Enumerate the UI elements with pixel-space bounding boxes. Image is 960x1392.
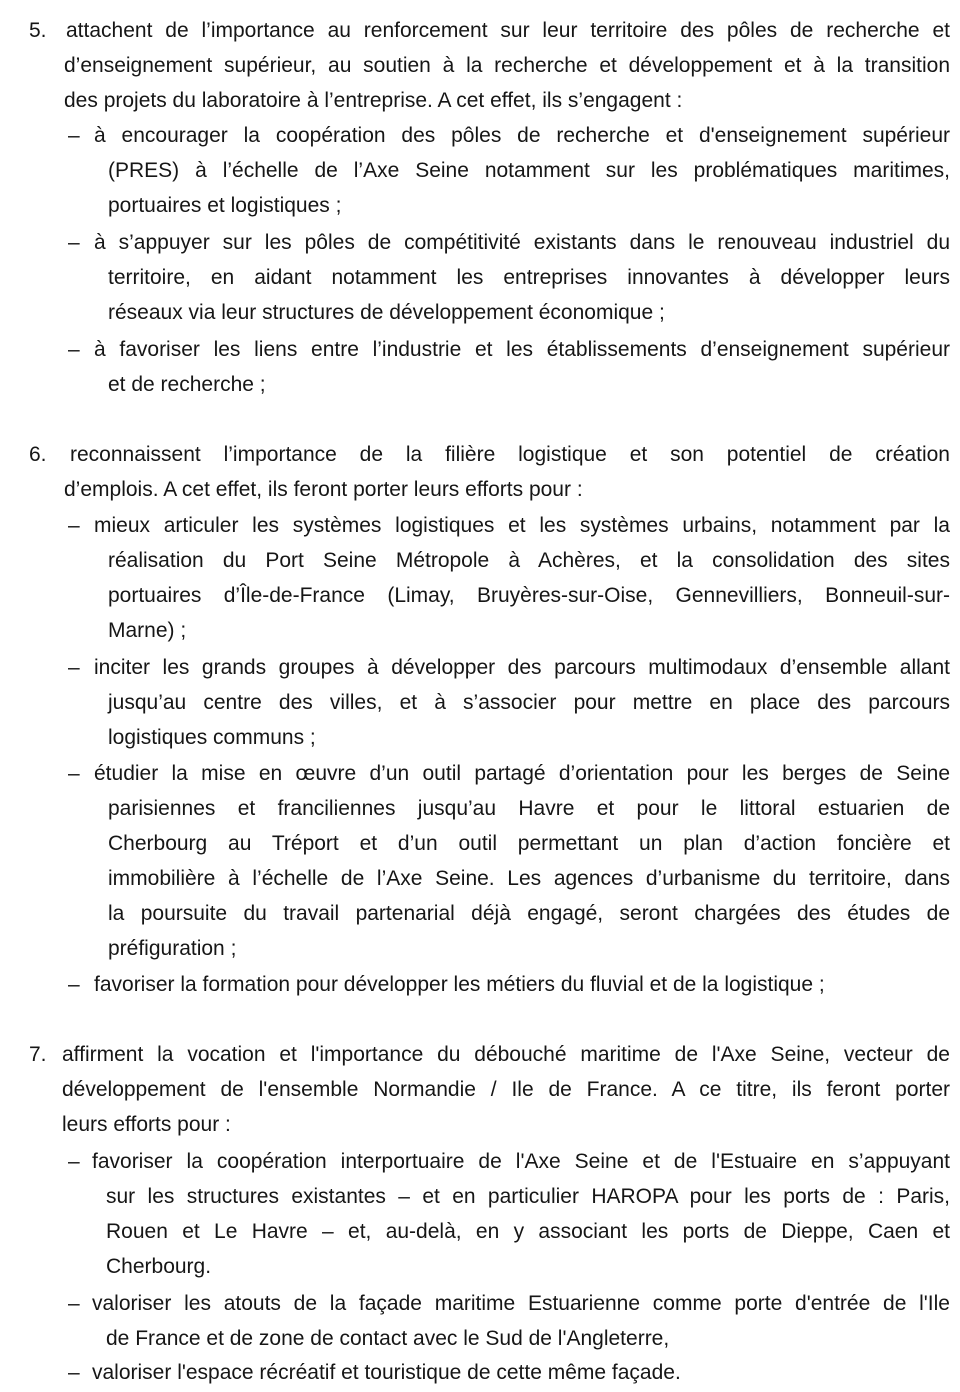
list-item-line: jusqu’au centre des villes, et à s’associer pour mettre en place des parcours	[108, 691, 950, 714]
list-item-line: immobilière à l’échelle de l’Axe Seine. Les agences d’urbanisme du territoire, dans	[108, 867, 950, 890]
list-item-line: logistiques communs ;	[108, 726, 316, 749]
list-item-line: Cherbourg.	[106, 1255, 212, 1278]
list-item-line: Rouen et Le Havre – et, au-delà, en y associant les ports de Dieppe, Caen et	[106, 1220, 950, 1243]
list-item-line: Marne) ;	[108, 619, 187, 642]
list-item-line: valoriser l'espace récréatif et touristique de cette même façade.	[92, 1361, 681, 1384]
section-intro-line: attachent de l’importance au renforcement sur leur territoire des pôles de recherche et	[66, 19, 950, 42]
list-item-line: Cherbourg au Tréport et d’un outil permettant un plan d’action foncière et	[108, 832, 950, 855]
section-intro-line: reconnaissent l’importance de la filière logistique et son potentiel de création	[70, 443, 950, 466]
list-item-line: portuaires et logistiques ;	[108, 194, 342, 217]
list-item-line: à s’appuyer sur les pôles de compétitivité existants dans le renouveau industriel du	[94, 231, 950, 254]
list-item-line: (PRES) à l’échelle de l’Axe Seine notamment sur les problématiques maritimes,	[108, 159, 950, 182]
list-item-line: inciter les grands groupes à développer des parcours multimodaux d’ensemble allant	[94, 656, 950, 679]
bullet-dash: –	[68, 124, 80, 147]
section-number: 6.	[29, 443, 47, 466]
list-item-line: et de recherche ;	[108, 373, 266, 396]
bullet-dash: –	[68, 338, 80, 361]
bullet-dash: –	[68, 514, 80, 537]
section-intro-line: développement de l'ensemble Normandie / Ile de France. A ce titre, ils feront porter	[62, 1078, 950, 1101]
list-item-line: la poursuite du travail partenarial déjà engagé, seront chargées des études de	[108, 902, 950, 925]
section-intro-line: affirment la vocation et l'importance du débouché maritime de l'Axe Seine, vecteur de	[62, 1043, 950, 1066]
section-intro-line: d’emplois. A cet effet, ils feront porter leurs efforts pour :	[64, 478, 583, 501]
bullet-dash: –	[68, 1292, 80, 1315]
section-intro-line: leurs efforts pour :	[62, 1113, 231, 1136]
list-item-line: à favoriser les liens entre l’industrie et les établissements d’enseignement supérieur	[94, 338, 950, 361]
bullet-dash: –	[68, 231, 80, 254]
list-item-line: mieux articuler les systèmes logistiques et les systèmes urbains, notamment par la	[94, 514, 950, 537]
section-intro-line: des projets du laboratoire à l’entreprise. A cet effet, ils s’engagent :	[64, 89, 683, 112]
list-item-line: de France et de zone de contact avec le Sud de l'Angleterre,	[106, 1327, 670, 1350]
list-item-line: réseaux via leur structures de développement économique ;	[108, 301, 665, 324]
section-number: 5.	[29, 19, 47, 42]
list-item-line: réalisation du Port Seine Métropole à Achères, et la consolidation des sites	[108, 549, 950, 572]
list-item-line: sur les structures existantes – et en particulier HAROPA pour les ports de : Paris,	[106, 1185, 950, 1208]
bullet-dash: –	[68, 1361, 80, 1384]
bullet-dash: –	[68, 656, 80, 679]
bullet-dash: –	[68, 1150, 80, 1173]
list-item-line: étudier la mise en œuvre d’un outil partagé d’orientation pour les berges de Seine	[94, 762, 950, 785]
bullet-dash: –	[68, 973, 80, 996]
section-intro-line: d’enseignement supérieur, au soutien à la recherche et développement et à la transition	[64, 54, 950, 77]
list-item-line: parisiennes et franciliennes jusqu’au Havre et pour le littoral estuarien de	[108, 797, 950, 820]
list-item-line: à encourager la coopération des pôles de recherche et d'enseignement supérieur	[94, 124, 950, 147]
list-item-line: portuaires d’Île-de-France (Limay, Bruyères-sur-Oise, Gennevilliers, Bonneuil-sur-	[108, 584, 950, 607]
list-item-line: préfiguration ;	[108, 937, 237, 960]
list-item-line: favoriser la formation pour développer les métiers du fluvial et de la logistique ;	[94, 973, 825, 996]
list-item-line: favoriser la coopération interportuaire de l'Axe Seine et de l'Estuaire en s’appuyant	[92, 1150, 950, 1173]
list-item-line: valoriser les atouts de la façade maritime Estuarienne comme porte d'entrée de l'Ile	[92, 1292, 950, 1315]
bullet-dash: –	[68, 762, 80, 785]
section-number: 7.	[29, 1043, 47, 1066]
list-item-line: territoire, en aidant notamment les entreprises innovantes à développer leurs	[108, 266, 950, 289]
